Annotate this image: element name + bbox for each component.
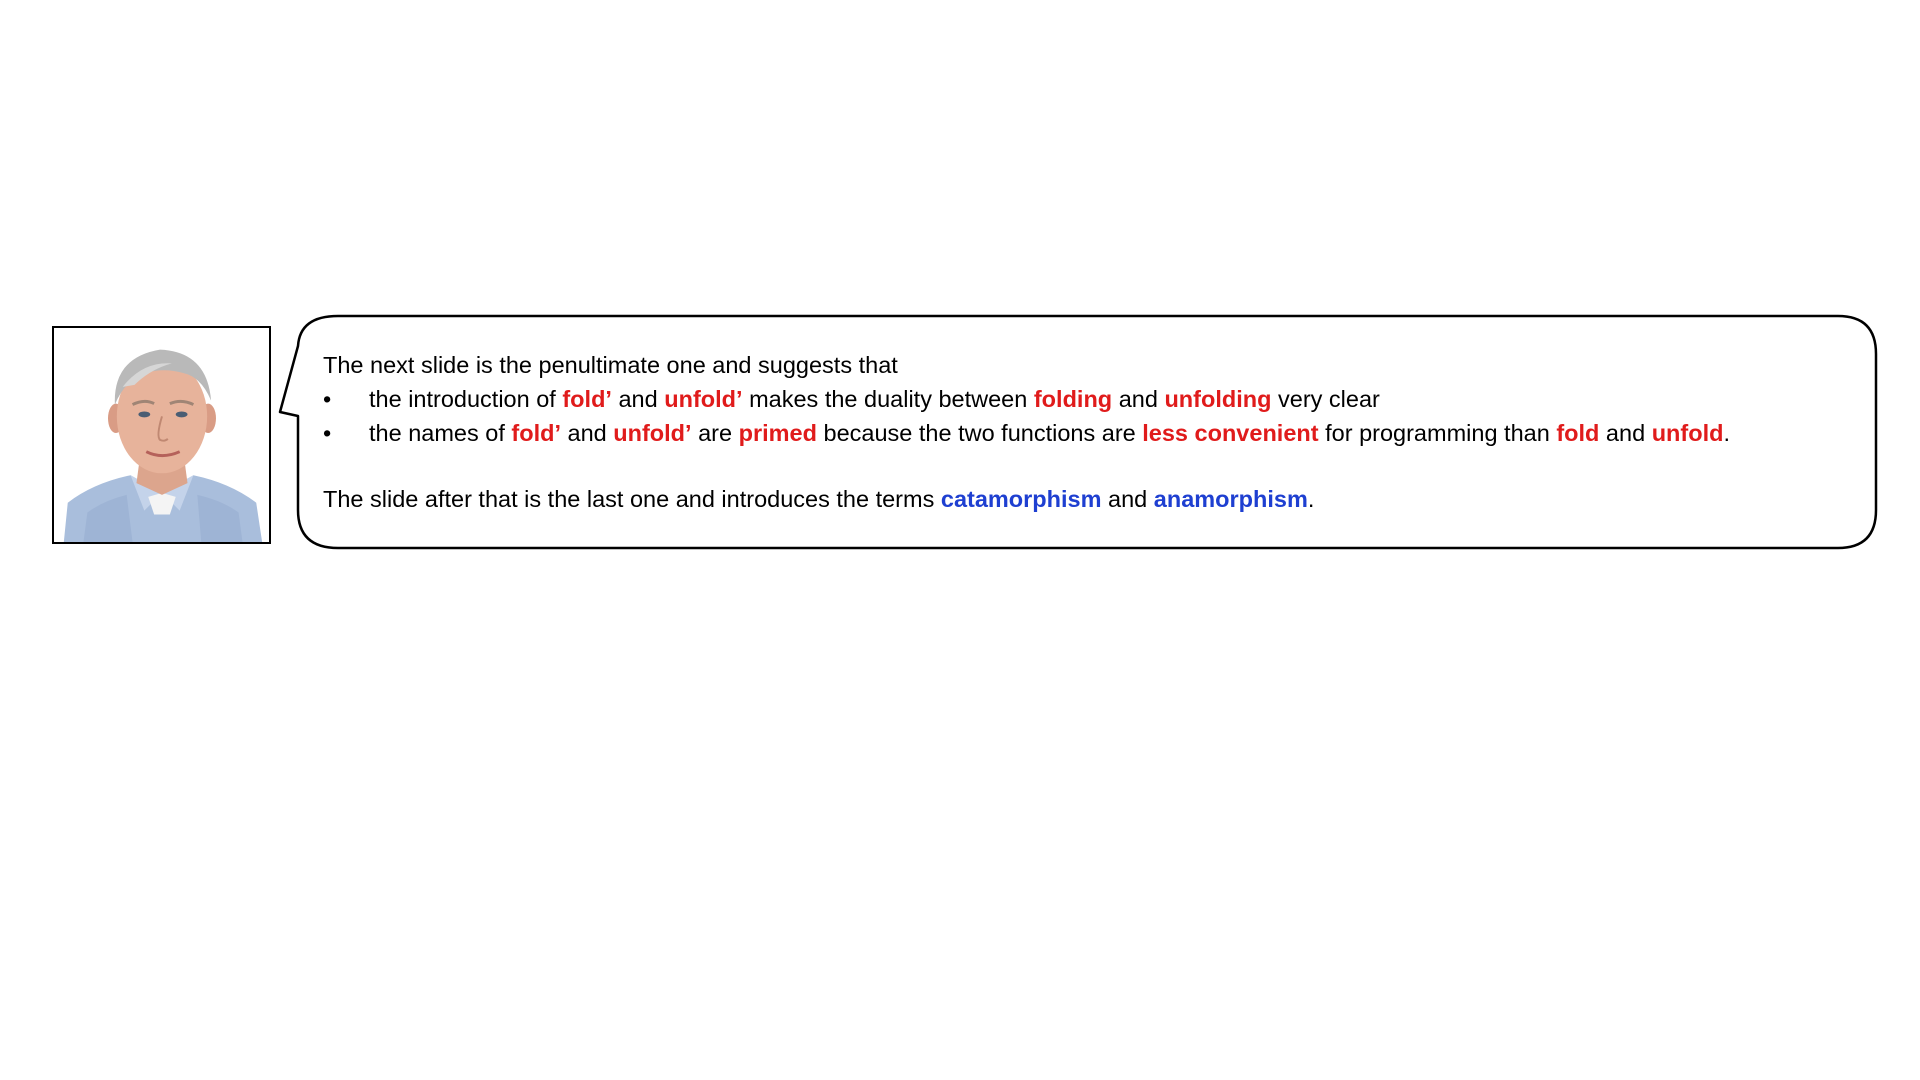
spacer xyxy=(323,450,1863,482)
bullet-item-2: • the names of fold’ and unfold’ are primed because the two functions are less convenient for programming than fold and unfold. xyxy=(323,416,1863,450)
keyword-fold-prime: fold’ xyxy=(562,386,612,412)
keyword-primed: primed xyxy=(738,420,817,446)
keyword-fold-prime: fold’ xyxy=(511,420,561,446)
bubble-text xyxy=(323,348,1863,516)
keyword-fold: fold xyxy=(1556,420,1600,446)
keyword-folding: folding xyxy=(1033,386,1113,412)
keyword-anamorphism: anamorphism xyxy=(1153,486,1308,512)
closing-line: The slide after that is the last one and introduces the terms catamorphism and anamorphism. xyxy=(323,486,1315,512)
bullet-icon: • xyxy=(323,386,332,412)
presenter-avatar xyxy=(52,326,271,544)
intro-line: The next slide is the penultimate one and suggests that xyxy=(323,352,898,378)
bullet-item-1: • the introduction of fold’ and unfold’ makes the duality between folding and unfolding very clear xyxy=(323,382,1863,416)
portrait-image xyxy=(54,328,269,542)
keyword-less-convenient: less convenient xyxy=(1142,420,1319,446)
keyword-unfolding: unfolding xyxy=(1164,386,1272,412)
keyword-catamorphism: catamorphism xyxy=(940,486,1102,512)
keyword-unfold-prime: unfold’ xyxy=(664,386,743,412)
bullet-icon: • xyxy=(323,420,332,446)
keyword-unfold: unfold xyxy=(1651,420,1724,446)
keyword-unfold-prime: unfold’ xyxy=(613,420,692,446)
